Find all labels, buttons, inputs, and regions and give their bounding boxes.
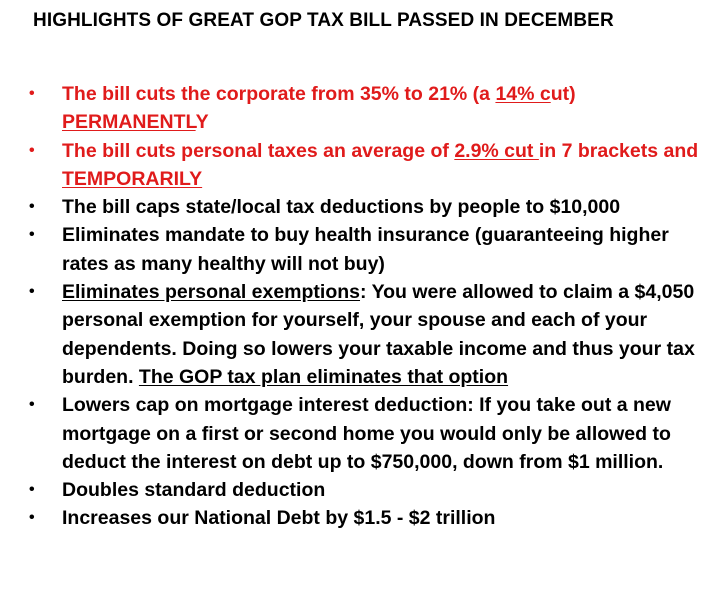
bullet-dot: • xyxy=(29,283,35,301)
bullet-text: ut) xyxy=(550,83,576,105)
underlined-text: 2.9% cut xyxy=(454,139,539,162)
bullet-salt-cap xyxy=(0,193,723,221)
bullet-health-mandate xyxy=(0,221,723,278)
bullet-text: Doubles standard deduction xyxy=(62,479,326,502)
underlined-text: The GOP tax plan eliminates that option xyxy=(138,365,509,388)
bullet-list xyxy=(0,80,723,533)
bullet-text: The bill cuts personal taxes an average of xyxy=(62,139,455,162)
bullet-dot: • xyxy=(29,481,35,499)
bullet-text: Lowers cap on mortgage interest deduction: If you take out a new mortgage on a first or second home you would only be allowed to deduct the interest on debt up to $750,000, down from $1 million. xyxy=(62,394,671,473)
bullet-personal-cut xyxy=(0,137,723,194)
bullet-dot: • xyxy=(29,141,35,159)
bullet-corporate-cut xyxy=(0,80,723,137)
bullet-text: The bill caps state/local tax deductions by people to $10,000 xyxy=(62,196,621,219)
bullet-mortgage-cap xyxy=(0,391,723,476)
bullet-text: Increases our National Debt by $1.5 - $2 trillion xyxy=(62,507,496,530)
bullet-dot: • xyxy=(29,226,35,244)
bullet-text: The bill cuts the corporate from 35% to 21% (a xyxy=(62,83,496,105)
underlined-text: Eliminates personal exemptions xyxy=(62,281,361,304)
slide-title: HIGHLIGHTS OF GREAT GOP TAX BILL PASSED IN DECEMBER xyxy=(33,10,614,31)
bullet-dot: • xyxy=(29,509,35,527)
bullet-national-debt xyxy=(0,504,723,532)
bullet-text: in 7 brackets and xyxy=(538,139,699,162)
underlined-text: TEMPORARILY xyxy=(62,167,203,190)
bullet-dot: • xyxy=(29,85,35,102)
bullet-text: : You were allowed to claim a $4,050 personal exemption for yourself, your spouse and each of your dependents. Doing so lowers your taxable income and thus your tax burden. xyxy=(62,281,695,388)
bullet-text: Y xyxy=(195,111,209,134)
bullet-text: Eliminates mandate to buy health insurance (guaranteeing higher rates as many healthy will not buy) xyxy=(62,224,669,275)
bullet-dot: • xyxy=(29,198,35,216)
underlined-text: 14% c xyxy=(495,83,551,105)
bullet-personal-exemptions xyxy=(0,278,723,391)
bullet-dot: • xyxy=(29,396,35,414)
bullet-standard-deduction xyxy=(0,476,723,504)
underlined-text: PERMANENTL xyxy=(62,111,196,134)
